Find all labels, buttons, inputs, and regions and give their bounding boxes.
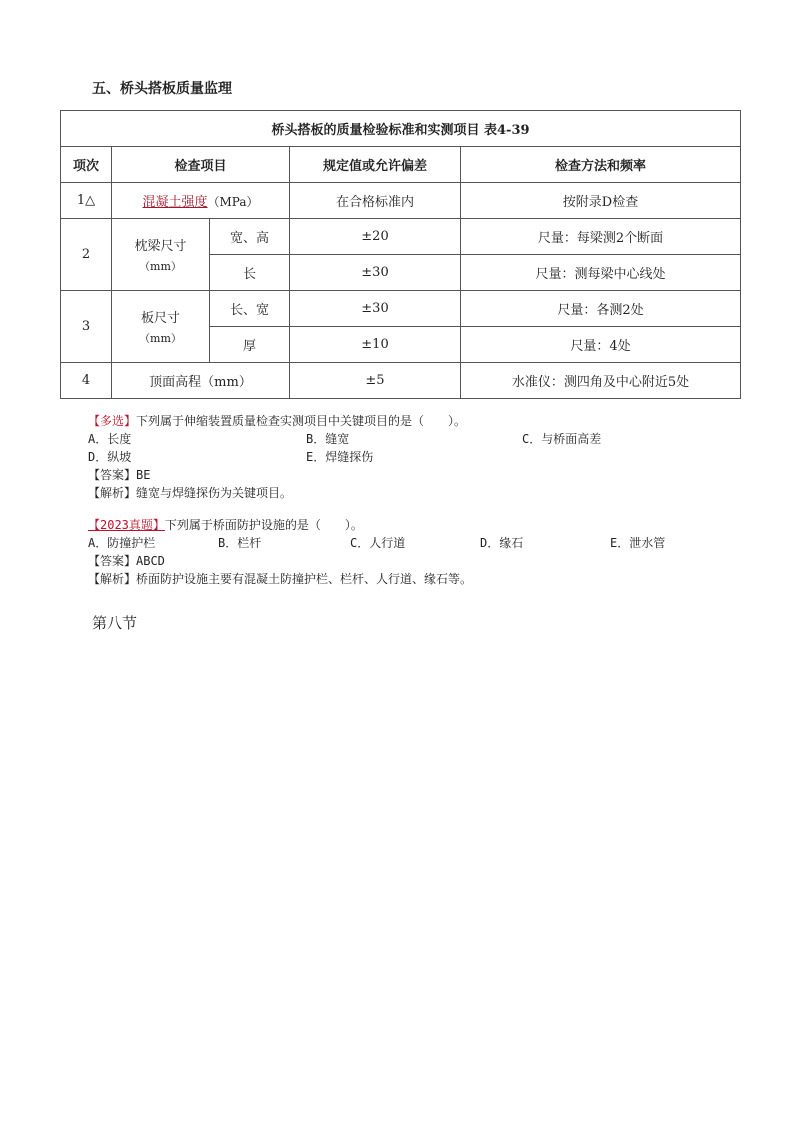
unit-text: （mm）	[139, 260, 182, 273]
question-tag: 【多选】	[88, 414, 137, 428]
table-cell: 在合格标准内	[290, 183, 461, 219]
option: B．缝宽	[306, 432, 350, 446]
answer: 【答案】ABCD	[88, 554, 165, 568]
option: B．栏杆	[218, 536, 262, 550]
table-cell: 长	[210, 255, 290, 291]
table-cell: 水准仪：测四角及中心附近5处	[461, 363, 741, 399]
option: E．泄水管	[610, 536, 666, 550]
header-cell: 项次	[61, 147, 112, 183]
question-stem: 下列属于伸缩装置质量检查实测项目中关键项目的是（ ）。	[136, 414, 467, 428]
header-cell: 规定值或允许偏差	[290, 147, 461, 183]
option: C．与桥面高差	[522, 432, 602, 446]
quality-standard-table	[60, 110, 741, 399]
unit-text: （mm）	[139, 332, 182, 345]
table-cell: 顶面高程（mm）	[112, 363, 290, 399]
table-cell: 长、宽	[210, 291, 290, 327]
table-cell: ±10	[290, 327, 461, 363]
table-cell: 2	[61, 219, 112, 291]
section-heading: 五、桥头搭板质量监理	[92, 81, 232, 97]
concrete-strength-link[interactable]: 混凝土强度	[142, 195, 208, 210]
option: D．纵坡	[88, 450, 132, 464]
question-tag: 【2023真题】	[88, 518, 165, 532]
analysis: 【解析】缝宽与焊缝探伤为关键项目。	[88, 486, 293, 500]
header-cell: 检查项目	[112, 147, 290, 183]
question-exam	[88, 516, 665, 588]
table-cell	[112, 183, 290, 219]
table-caption: 桥头搭板的质量检验标准和实测项目 表4-39	[61, 111, 741, 147]
option: A．长度	[88, 432, 132, 446]
table-cell: ±30	[290, 291, 461, 327]
option: E．焊缝探伤	[306, 450, 374, 464]
table-cell: 1△	[61, 183, 112, 219]
answer: 【答案】BE	[88, 468, 151, 482]
header-cell: 检查方法和频率	[461, 147, 741, 183]
question-stem: 下列属于桥面防护设施的是（ ）。	[164, 518, 363, 532]
option: C．人行道	[350, 536, 406, 550]
table-cell: 3	[61, 291, 112, 363]
section-title: 第八节	[92, 614, 138, 632]
unit-text: （MPa）	[207, 195, 259, 209]
table-cell: ±30	[290, 255, 461, 291]
table-cell: 厚	[210, 327, 290, 363]
question-multi-choice	[88, 412, 601, 502]
table-cell: 尺量：每梁测2个断面	[461, 219, 741, 255]
option: D．缘石	[480, 536, 524, 550]
table-cell: 尺量：各测2处	[461, 291, 741, 327]
item-label: 板尺寸	[140, 311, 180, 326]
table-cell	[112, 219, 210, 291]
table-cell: 尺量：4处	[461, 327, 741, 363]
table-cell: 4	[61, 363, 112, 399]
table-cell: 按附录D检查	[461, 183, 741, 219]
table-cell: ±20	[290, 219, 461, 255]
analysis: 【解析】桥面防护设施主要有混凝土防撞护栏、栏杆、人行道、缘石等。	[88, 572, 473, 586]
table-cell	[112, 291, 210, 363]
table-cell: 尺量：测每梁中心线处	[461, 255, 741, 291]
table-cell: 宽、高	[210, 219, 290, 255]
option: A．防撞护栏	[88, 536, 156, 550]
item-label: 枕梁尺寸	[134, 239, 187, 254]
table-cell: ±5	[290, 363, 461, 399]
